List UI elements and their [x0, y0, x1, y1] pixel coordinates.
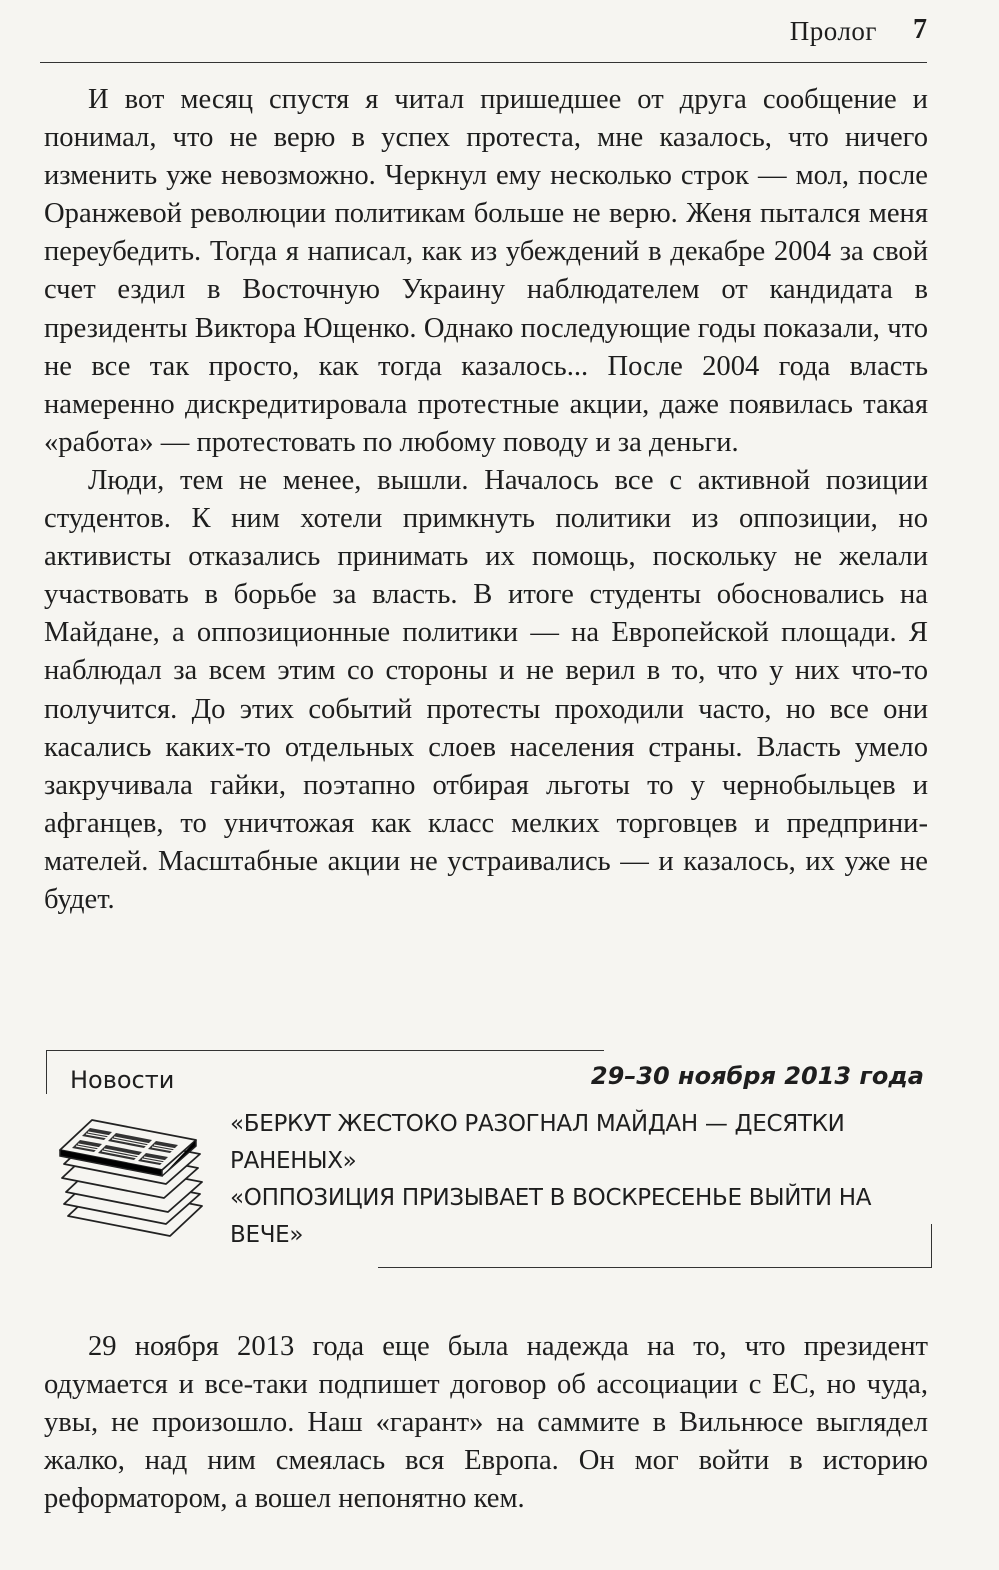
news-box-right-tick — [931, 1224, 932, 1268]
news-headline: «ОППОЗИЦИЯ ПРИЗЫВАЕТ В ВОСКРЕСЕНЬЕ ВЫЙТИ НА ВЕЧЕ» — [230, 1185, 872, 1248]
body-text-section-2 — [44, 1328, 928, 1518]
paragraph: Люди, тем не менее, вышли. Началось все с активной позиции студентов. К ним хотели примкнуть политики из оппозиции, но активисты отказались принимать их помощь, поскольку не желали участвовать в борьбе за власть. В итоге студенты обосновались на Майдане, а оппозиционные политики — на Европейской площади. Я наблюдал за всем этим со стороны и не верил в то, что у них что-то получится. До этих событий протесты проходили часто, но все они касались каких-то отдельных слоев населения страны. Власть умело закручивала гайки, поэтапно отбирая льготы то у чернобыльцев и афганцев, то уничтожая как класс мелких торговцев и предпринимателей. Масштабные акции не устраивались — и казалось, их уже не будет. — [44, 464, 928, 915]
newspaper-stack-icon — [54, 1112, 214, 1252]
news-headline: «БЕРКУТ ЖЕСТОКО РАЗОГНАЛ МАЙДАН — ДЕСЯТКИ РАНЕНЫХ» — [230, 1111, 845, 1174]
news-box-bottom-rule — [378, 1267, 932, 1268]
news-box-top-rule — [46, 1050, 604, 1051]
running-title: Пролог — [789, 16, 877, 46]
body-text-section-1 — [44, 81, 928, 919]
news-box — [46, 1050, 932, 1268]
news-box-left-tick — [46, 1050, 47, 1094]
news-date: 29–30 ноября 2013 года — [590, 1062, 924, 1090]
news-headlines — [230, 1106, 910, 1254]
paragraph: И вот месяц спустя я читал пришедшее от друга сообщение и понимал, что не верю в успех протеста, мне казалось, что ничего изменить уже невозможно. Черкнул ему несколько строк — мол, после Оранжевой революции политикам больше не верю. Женя пытался меня переубедить. Тогда я написал, как из убеждений в декабре 2004 за свой счет ездил в Восточную Украину наблюдателем от кандидата в президенты Виктора Ющенко. Однако последующие годы показали, что не все так просто, как тогда казалось... После 2004 года власть намеренно дискредитировала протестные акции, даже появилась такая «работа» — протестовать по любому поводу и за деньги. — [44, 84, 928, 458]
news-label: Новости — [70, 1066, 175, 1094]
paragraph: 29 ноября 2013 года еще была надежда на то, что президент одумается и все-таки подпишет договор об ассоциации с ЕС, но чуда, увы, не произошло. Наш «гарант» на саммите в Вильнюсе выглядел жалко, над ним смеялась вся Европа. Он мог войти в историю реформатором, а вошел непонятно кем. — [44, 1331, 928, 1515]
page-number: 7 — [913, 14, 927, 45]
running-head — [40, 14, 927, 63]
